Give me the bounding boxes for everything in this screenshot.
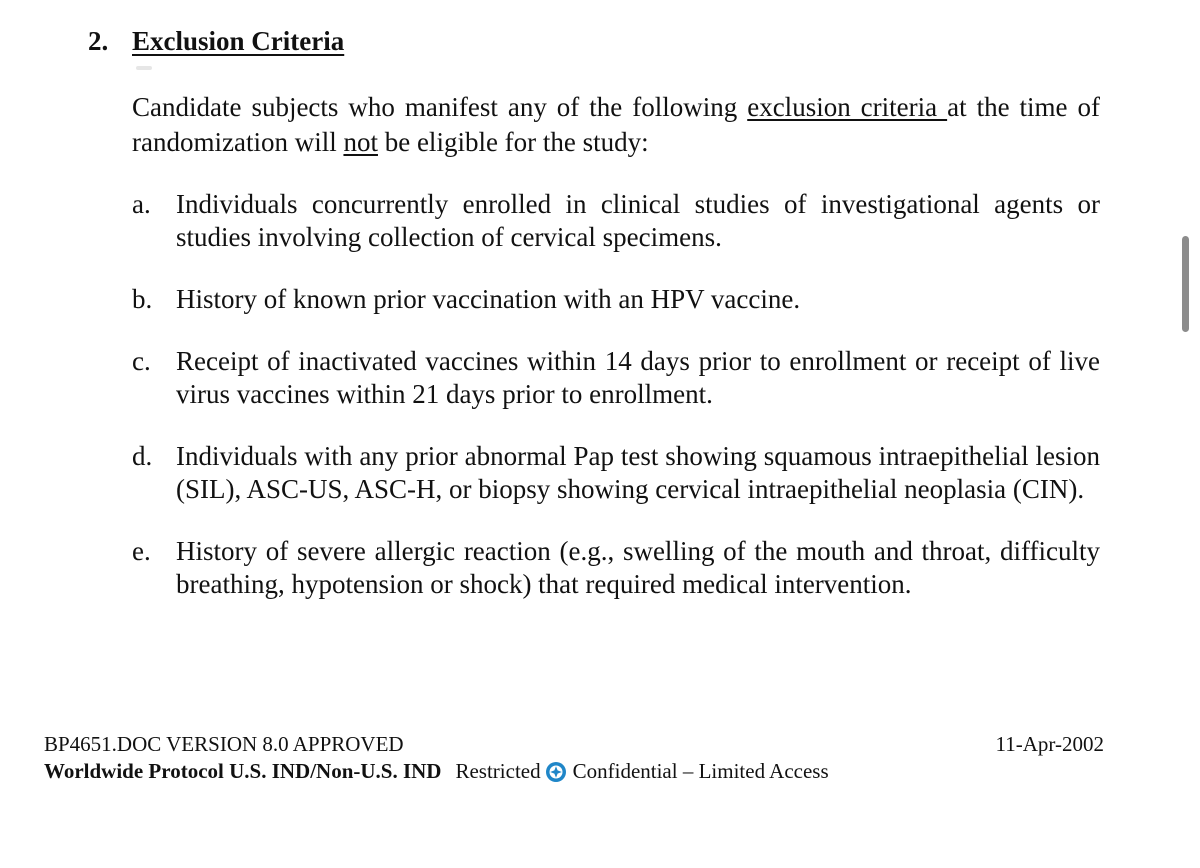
list-item-letter: a. — [132, 189, 151, 219]
footer-restricted: Restricted — [455, 759, 541, 783]
intro-emphasis: not — [343, 127, 378, 157]
footer-date: 11-Apr-2002 — [995, 732, 1104, 756]
list-item — [132, 188, 1100, 254]
list-item — [132, 440, 1100, 506]
footer-doc-id: BP4651.DOC VERSION 8.0 APPROVED — [44, 732, 404, 756]
company-logo-icon — [545, 761, 567, 783]
list-item-text: Individuals concurrently enrolled in clinical studies of investigational agents or studies involving collection of cervical specimens. — [176, 189, 1100, 252]
list-item-letter: b. — [132, 284, 153, 314]
section-number: 2. — [88, 26, 109, 56]
footer-protocol: Worldwide Protocol U.S. IND/Non-U.S. IND — [44, 759, 442, 783]
footer-protocol-line — [44, 758, 829, 785]
intro-paragraph — [132, 90, 1100, 160]
footer-confidential: Confidential – Limited Access — [572, 759, 829, 783]
intro-text-1: Candidate subjects who manifest any of the following — [132, 92, 748, 122]
list-item-text: History of severe allergic reaction (e.g., swelling of the mouth and throat, difficulty breathing, hypotension or shock) that required medical intervention. — [176, 536, 1100, 599]
intro-underlined-term: exclusion criteria — [747, 92, 948, 122]
list-item-letter: c. — [132, 346, 151, 376]
list-item-letter: e. — [132, 536, 151, 566]
list-item — [132, 535, 1100, 601]
footer-left — [44, 731, 829, 785]
scrollbar-thumb[interactable] — [1182, 236, 1189, 332]
list-item-text: Individuals with any prior abnormal Pap test showing squamous intraepithelial lesion (SIL), ASC-US, ASC-H, or biopsy showing cervical intraepithelial neoplasia (CIN). — [176, 441, 1100, 504]
list-item-text: Receipt of inactivated vaccines within 14 days prior to enrollment or receipt of live virus vaccines within 21 days prior to enrollment. — [176, 346, 1100, 409]
section-heading — [88, 26, 344, 57]
list-item — [132, 283, 1100, 316]
list-item-letter: d. — [132, 441, 153, 471]
criteria-list — [132, 188, 1100, 601]
intro-text-2: at the time of randomization will — [132, 92, 1101, 157]
scan-mark — [136, 66, 152, 70]
list-item — [132, 345, 1100, 411]
intro-text-3: be eligible for the study: — [377, 127, 649, 157]
list-item-text: History of known prior vaccination with an HPV vaccine. — [176, 284, 801, 314]
section-title: Exclusion Criteria — [132, 26, 345, 56]
